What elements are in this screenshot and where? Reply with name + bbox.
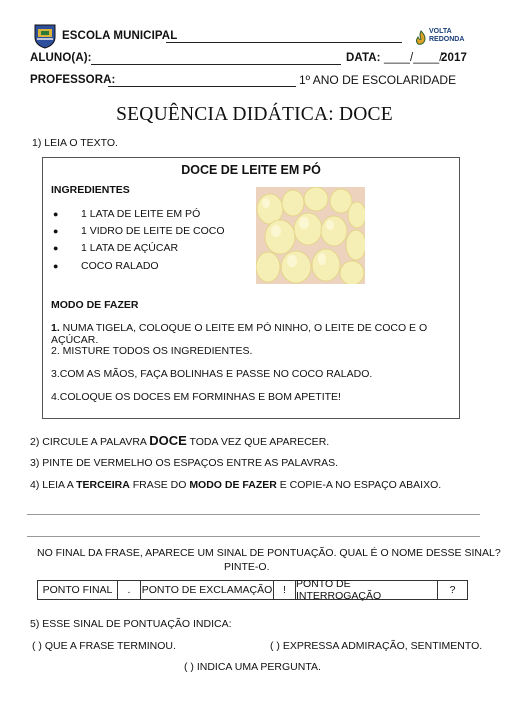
ingredient-text: 1 LATA DE AÇÚCAR — [81, 242, 179, 254]
logo-text-1: VOLTA — [429, 28, 452, 35]
step-1-number: 1. — [51, 322, 60, 334]
recipe-box — [42, 157, 460, 419]
grade-text: 1º ANO DE ESCOLARIDADE — [299, 73, 457, 87]
answer-line-2[interactable] — [27, 536, 480, 537]
bullet-icon: ● — [53, 209, 59, 219]
teacher-label: PROFESSORA: — [30, 74, 116, 86]
step-1-text: NUMA TIGELA, COLOQUE O LEITE EM PÓ NINHO, O LEITE DE COCO E O AÇÚCAR. — [51, 322, 428, 346]
q4-pre: 4) LEIA A — [30, 479, 77, 491]
question-4 — [30, 479, 441, 491]
city-flame-icon — [414, 30, 428, 46]
cell-ponto-exclamacao[interactable]: PONTO DE EXCLAMAÇÃO — [141, 581, 274, 599]
step-4: 4.COLOQUE OS DOCES EM FORMINHAS E BOM APETITE! — [51, 391, 341, 403]
step-2: 2. MISTURE TODOS OS INGREDIENTES. — [51, 345, 253, 357]
option-2[interactable]: ( ) EXPRESSA ADMIRAÇÃO, SENTIMENTO. — [270, 640, 483, 652]
cell-exclamation-symbol[interactable]: ! — [274, 581, 296, 599]
coconut-sweets-photo — [256, 187, 365, 284]
school-crest-icon — [33, 23, 57, 49]
punctuation-question: NO FINAL DA FRASE, APARECE UM SINAL DE PONTUAÇÃO. QUAL É O NOME DESSE SINAL? — [37, 547, 501, 559]
ingredient-text: 1 VIDRO DE LEITE DE COCO — [81, 225, 225, 237]
bullet-icon: ● — [53, 243, 59, 253]
q4-w1: TERCEIRA — [76, 479, 130, 491]
punctuation-table — [37, 580, 468, 600]
bullet-icon: ● — [53, 226, 59, 236]
page-title: SEQUÊNCIA DIDÁTICA: DOCE — [116, 104, 393, 125]
ingredient-text: 1 LATA DE LEITE EM PÓ — [81, 208, 201, 220]
punctuation-instruction: PINTE-O. — [224, 561, 270, 573]
cell-ponto-final[interactable]: PONTO FINAL — [38, 581, 118, 599]
cell-ponto-interrogacao[interactable]: PONTO DE INTERROGAÇÃO — [296, 581, 438, 599]
ingredients-heading: INGREDIENTES — [51, 184, 130, 196]
question-5: 5) ESSE SINAL DE PONTUAÇÃO INDICA: — [30, 618, 232, 630]
school-line[interactable] — [166, 42, 402, 43]
step-3: 3.COM AS MÃOS, FAÇA BOLINHAS E PASSE NO COCO RALADO. — [51, 368, 373, 380]
question-3: 3) PINTE DE VERMELHO OS ESPAÇOS ENTRE AS PALAVRAS. — [30, 457, 339, 469]
date-field[interactable]: ____/____/ — [384, 52, 443, 64]
answer-line-1[interactable] — [27, 514, 480, 515]
cell-period-symbol[interactable]: . — [118, 581, 141, 599]
year-text: 2017 — [441, 52, 467, 64]
q4-post: E COPIE-A NO ESPAÇO ABAIXO. — [276, 479, 442, 491]
q2-word: DOCE — [149, 433, 187, 448]
q4-w2: MODO DE FAZER — [189, 479, 277, 491]
option-3[interactable]: ( ) INDICA UMA PERGUNTA. — [184, 661, 321, 673]
question-2 — [30, 433, 329, 448]
school-label: ESCOLA MUNICIPAL — [62, 30, 178, 42]
method-heading: MODO DE FAZER — [51, 299, 139, 311]
student-name-field[interactable] — [91, 64, 341, 65]
step-1 — [51, 322, 459, 346]
teacher-name-field[interactable] — [108, 86, 296, 87]
q2-pre: 2) CIRCULE A PALAVRA — [30, 436, 150, 448]
bullet-icon: ● — [53, 261, 59, 271]
logo-text-2: REDONDA — [429, 36, 465, 43]
question-1: 1) LEIA O TEXTO. — [32, 137, 118, 149]
ingredient-text: COCO RALADO — [81, 260, 159, 272]
recipe-title: DOCE DE LEITE EM PÓ — [181, 163, 321, 177]
option-1[interactable]: ( ) QUE A FRASE TERMINOU. — [32, 640, 176, 652]
q4-mid: FRASE DO — [129, 479, 190, 491]
date-label: DATA: — [346, 52, 381, 64]
q2-post: TODA VEZ QUE APARECER. — [186, 436, 330, 448]
student-label: ALUNO(A): — [30, 52, 92, 64]
cell-question-symbol[interactable]: ? — [449, 584, 456, 596]
volta-redonda-logo — [414, 26, 465, 48]
